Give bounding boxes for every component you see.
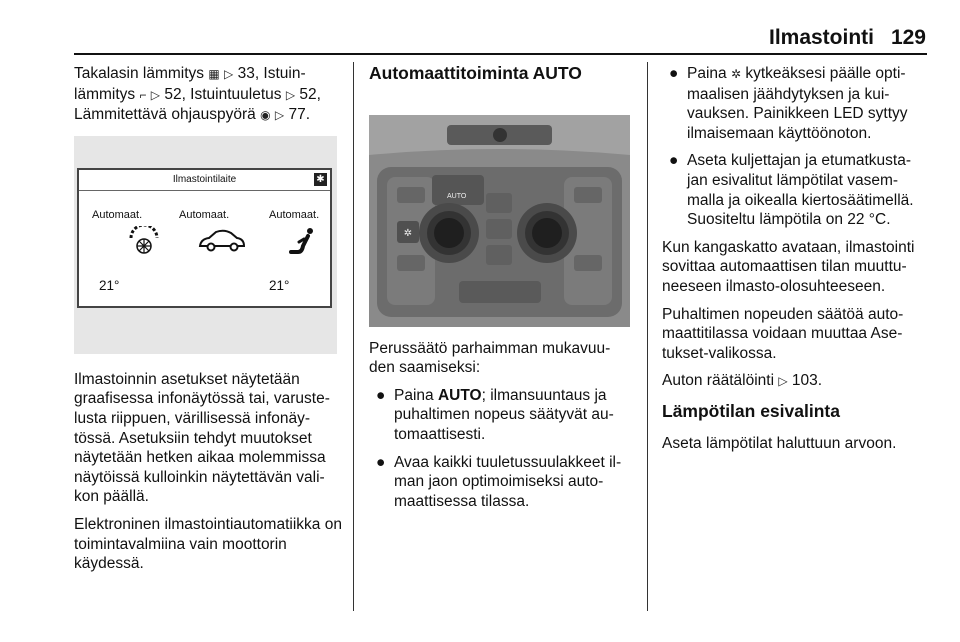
column-2 bbox=[369, 64, 634, 519]
climate-control-panel-photo bbox=[369, 115, 630, 327]
air-conditioning-icon: ✲ bbox=[730, 67, 742, 81]
control-panel-illustration bbox=[369, 115, 630, 327]
paragraph-basic-setting: Perussäätö parhaimman mukavuu-den saamiseksi: bbox=[369, 339, 611, 377]
bullet-press-auto: ● Paina AUTO; ilmansuuntaus ja puhaltimen nopeus säätyvät au-tomaattisesti. bbox=[376, 386, 614, 443]
climate-display-figure bbox=[74, 136, 337, 354]
fan-icon bbox=[125, 226, 163, 258]
left-temperature: 21° bbox=[99, 277, 120, 293]
column-divider-2 bbox=[647, 62, 648, 611]
bullet-marker: ● bbox=[376, 386, 386, 404]
bullet-press-ac: ● Paina ✲ kytkeäksesi päälle opti-maalisen jäähdytyksen ja kui-vauksen. Painikkeen LED syttyy ilmaisemaan käyttöönoton. bbox=[669, 65, 908, 142]
column-3 bbox=[662, 64, 928, 461]
page-number: 129 bbox=[890, 26, 926, 49]
paragraph-engine-running: Elektroninen ilmastointiautomatiikka on toimintavalmiina vain moottorin käydessä. bbox=[74, 515, 342, 573]
paragraph-sunroof: Kun kangaskatto avataan, ilmastointi sovittaa automaattisen tilan muuttu-neeseen ilmasto-olosuhteeseen. bbox=[662, 238, 915, 295]
paragraph-set-temps: Aseta lämpötilat haluttuun arvoon. bbox=[662, 434, 897, 452]
rear-window-heating-icon: ▦ bbox=[208, 67, 220, 81]
auto-label-fan: Automaat. bbox=[92, 208, 143, 221]
vehicle-airflow-icon bbox=[197, 226, 247, 254]
bullet-marker: ● bbox=[669, 65, 679, 82]
page-ref-arrow-icon: ▷ bbox=[224, 67, 234, 81]
climate-screen bbox=[77, 168, 332, 308]
paragraph-display-info: Ilmastoinnin asetukset näytetään graafisessa infonäytössä tai, varuste-lusta riippuen, värillisessä infonäy-tössä. Asetuksiin tehdyt muutokset näytetään hetken aikaa molemmissa näytöissä kulloinkin näytettävän vali-kon päällä. bbox=[74, 370, 330, 506]
right-temperature: 21° bbox=[269, 277, 290, 293]
section-heading-preselection: Lämpötilan esivalinta bbox=[662, 400, 840, 421]
page-ref-arrow-icon: ▷ bbox=[150, 87, 161, 102]
page-ref-arrow-icon: ▷ bbox=[274, 108, 285, 123]
auto-keyword: AUTO bbox=[437, 386, 482, 404]
auto-button-label: AUTO bbox=[447, 192, 467, 200]
bullet-marker: ● bbox=[376, 453, 386, 471]
column-divider-1 bbox=[353, 62, 354, 611]
header-divider bbox=[74, 53, 927, 55]
page-ref-arrow-icon: ▷ bbox=[285, 87, 296, 102]
svg-text:✲: ✲ bbox=[403, 227, 413, 239]
bullet-set-temperatures: ● Aseta kuljettajan ja etumatkusta-jan esivalitut lämpötilat vasem-malla ja oikealla kiertosäätimellä. Suositeltu lämpötila on 22 °C. bbox=[669, 152, 914, 229]
cross-references: Takalasin lämmitys ▦ ▷ 33, Istuin- lämmitys ⌐ ▷ 52, Istuintuuletus ▷ 52, Lämmitettävä ohjauspyörä ◉ ▷ 77. bbox=[74, 65, 321, 124]
auto-label-seat: Automaat. bbox=[269, 208, 320, 221]
bullet-open-vents: ● Avaa kaikki tuuletussuulakkeet il-man jaon optimoimiseksi auto-maattisessa tilassa. bbox=[376, 453, 622, 510]
column-1 bbox=[74, 64, 344, 582]
steering-wheel-heating-icon: ◉ bbox=[260, 108, 271, 123]
seat-person-icon bbox=[286, 226, 316, 256]
seat-heating-icon: ⌐ bbox=[139, 87, 147, 102]
paragraph-personalisation: Auton räätälöinti ▷ 103. bbox=[662, 372, 823, 390]
bullet-marker: ● bbox=[669, 152, 679, 170]
auto-label-airflow: Automaat. bbox=[179, 208, 230, 221]
screen-title: Ilmastointilaite bbox=[79, 170, 330, 191]
paragraph-fan-speed: Puhaltimen nopeuden säätöä auto-maattitilassa voidaan muuttaa Ase-tukset-valikossa. bbox=[662, 305, 904, 362]
settings-icon: ✱ bbox=[314, 173, 327, 186]
page-ref-arrow-icon: ▷ bbox=[778, 374, 788, 389]
section-heading-auto: Automaattitoiminta AUTO bbox=[369, 63, 582, 83]
page-header-title: Ilmastointi bbox=[768, 26, 874, 49]
